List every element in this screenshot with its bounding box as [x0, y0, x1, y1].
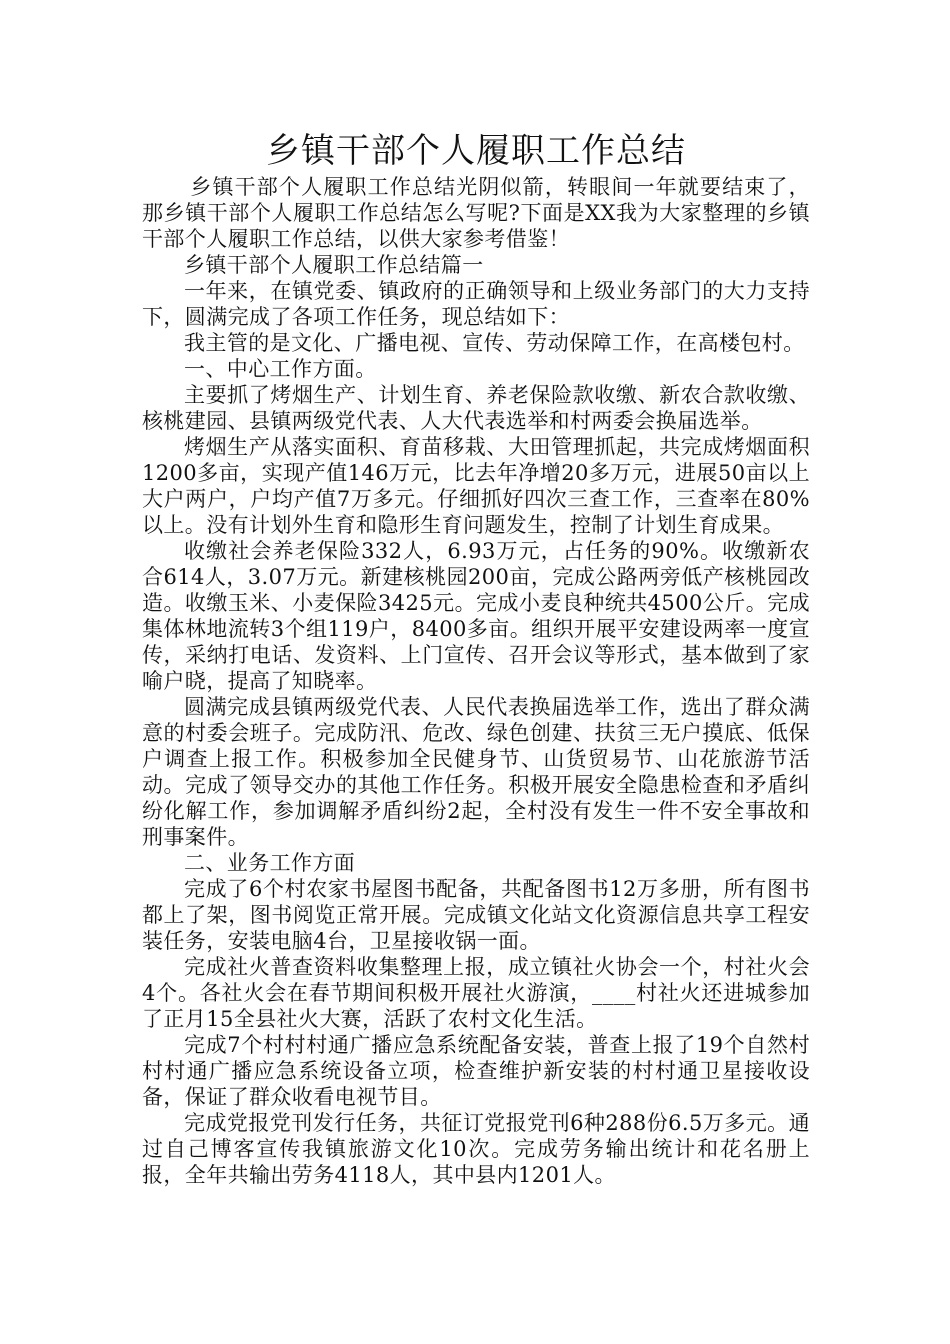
paragraph: 烤烟生产从落实面积、育苗移栽、大田管理抓起，共完成烤烟面积1200多亩，实现产值146万元，比去年净增20多万元，进展50亩以上大户两户，户均产值7万多元。仔细抓好四次三查工作，三查率在80%以上。没有计划外生育和隐形生育问题发生，控制了计划生育成果。 [142, 435, 810, 537]
paragraph: 收缴社会养老保险332人，6.93万元，占任务的90%。收缴新农合614人，3.07万元。新建核桃园200亩，完成公路两旁低产核桃园改造。收缴玉米、小麦保险3425元。完成小麦良种统共4500公斤。完成集体林地流转3个组119户，8400多亩。组织开展平安建设两率一度宣传，采纳打电话、发资料、上门宣传、召开会议等形式，基本做到了家喻户晓，提高了知晓率。 [142, 539, 810, 693]
paragraph-heading-central-work: 一、中心工作方面。 [184, 357, 377, 381]
paragraph: 主要抓了烤烟生产、计划生育、养老保险款收缴、新农合款收缴、核桃建园、县镇两级党代表、人大代表选举和村两委会换届选举。 [142, 383, 810, 433]
paragraph: 完成7个村村村通广播应急系统配备安装，普查上报了19个自然村村村通广播应急系统设备立项，检查维护新安装的村村通卫星接收设备，保证了群众收看电视节目。 [142, 1033, 810, 1109]
paragraph: 我主管的是文化、广播电视、宣传、劳动保障工作，在高楼包村。 [184, 331, 805, 355]
document-page [142, 128, 810, 1188]
paragraph-heading-business-work: 二、业务工作方面 [184, 851, 356, 875]
paragraph: 完成社火普查资料收集整理上报，成立镇社火协会一个，村社火会4个。各社火会在春节期间积极开展社火游演，____村社火还进城参加了正月15全县社火大赛，活跃了农村文化生活。 [142, 955, 810, 1031]
paragraph-intro: 乡镇干部个人履职工作总结光阴似箭，转眼间一年就要结束了，那乡镇干部个人履职工作总结怎么写呢?下面是XX我为大家整理的乡镇干部个人履职工作总结，以供大家参考借鉴！ [142, 175, 810, 251]
document-title: 乡镇干部个人履职工作总结 [266, 131, 686, 171]
paragraph-section-heading: 乡镇干部个人履职工作总结篇一 [184, 253, 484, 277]
paragraph: 圆满完成县镇两级党代表、人民代表换届选举工作，选出了群众满意的村委会班子。完成防汛、危改、绿色创建、扶贫三无户摸底、低保户调查上报工作。积极参加全民健身节、山货贸易节、山花旅游节活动。完成了领导交办的其他工作任务。积极开展安全隐患检查和矛盾纠纷化解工作，参加调解矛盾纠纷2起，全村没有发生一件不安全事故和刑事案件。 [142, 695, 810, 849]
paragraph: 完成党报党刊发行任务，共征订党报党刊6种288份6.5万多元。通过自己博客宣传我镇旅游文化10次。完成劳务输出统计和花名册上报，全年共输出劳务4118人，其中县内1201人。 [142, 1111, 810, 1187]
paragraph: 完成了6个村农家书屋图书配备，共配备图书12万多册，所有图书都上了架，图书阅览正常开展。完成镇文化站文化资源信息共享工程安装任务，安装电脑4台，卫星接收锅一面。 [142, 877, 810, 953]
paragraph: 一年来，在镇党委、镇政府的正确领导和上级业务部门的大力支持下，圆满完成了各项工作任务，现总结如下： [142, 279, 810, 329]
